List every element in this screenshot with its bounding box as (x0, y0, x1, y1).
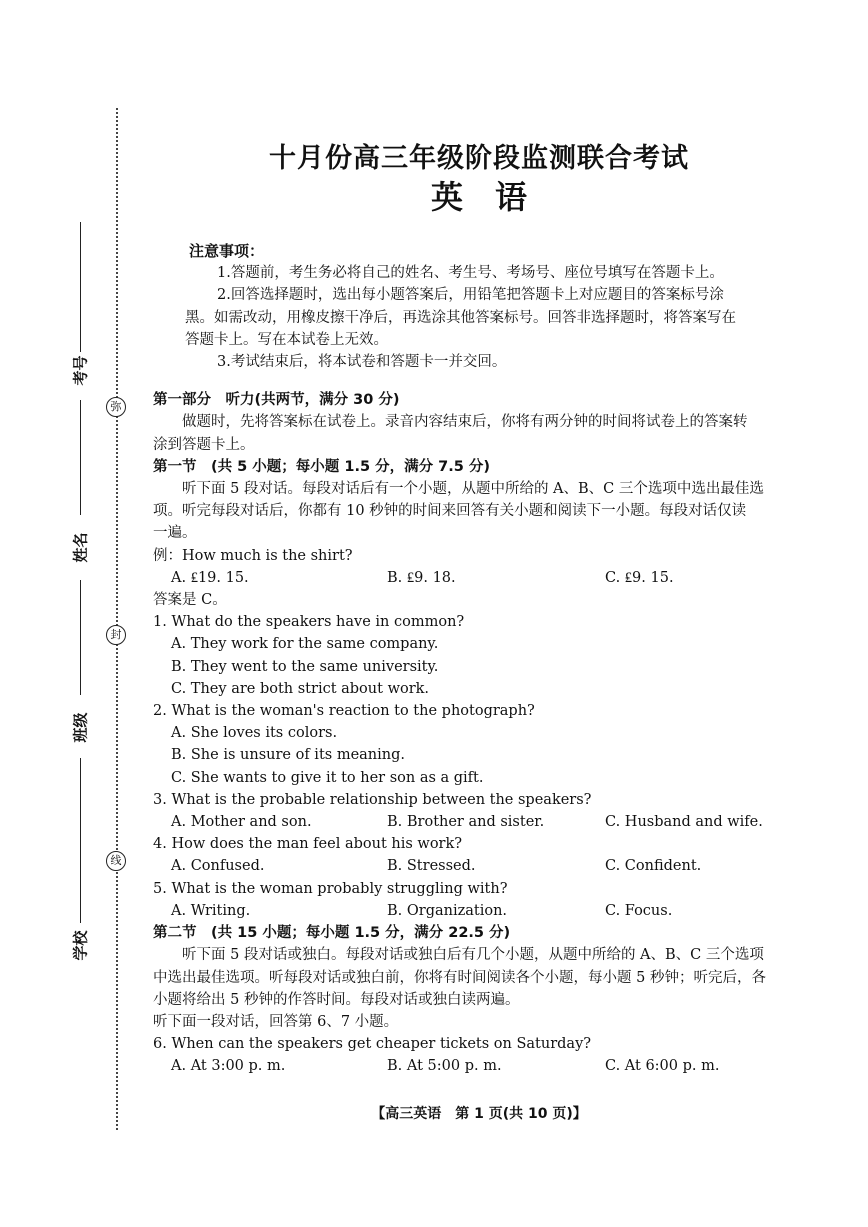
field-label-exam-number: 考号 (71, 355, 90, 386)
question-1-option-c: C. They are both strict about work. (171, 680, 430, 697)
question-6-option-b: B. At 5:00 p. m. (387, 1058, 502, 1075)
field-line-class (80, 580, 81, 695)
section2-intro: 听下面 5 段对话或独白。每段对话或独白后有几个小题，从题中所给的 A、B、C 三个选项 (182, 947, 764, 964)
exam-subject: 英 语 (430, 178, 527, 216)
question-6-options (153, 1055, 803, 1077)
question-2-option-c: C. She wants to give it to her son as a gift. (171, 769, 484, 786)
example-option-b: B. ₤9. 18. (387, 569, 456, 586)
question-2-option-b: B. She is unsure of its meaning. (171, 747, 406, 764)
example-question: 例：How much is the shirt? (153, 547, 353, 564)
question-4-options (153, 855, 803, 877)
section1-intro: 听下面 5 段对话。每段对话后有一个小题，从题中所给的 A、B、C 三个选项中选出最佳选 (182, 481, 764, 498)
question-6: 6. When can the speakers get cheaper tickets on Saturday? (153, 1036, 592, 1053)
binding-dotted-line (116, 108, 118, 1130)
question-5-option-a: A. Writing. (171, 902, 251, 919)
notice-item-3: 3.考试结束后，将本试卷和答题卡一并交回。 (217, 354, 507, 371)
field-label-name: 姓名 (71, 532, 90, 563)
notice-item-2: 2.回答选择题时，选出每小题答案后，用铅笔把答题卡上对应题目的答案标号涂 (217, 287, 724, 304)
question-2: 2. What is the woman's reaction to the photograph? (153, 703, 535, 720)
exam-title: 十月份高三年级阶段监测联合考试 (269, 143, 689, 174)
question-4-option-a: A. Confused. (171, 858, 265, 875)
section1-intro-cont: 项。听完每段对话后，你都有 10 秒钟的时间来回答有关小题和阅读下一小题。每段对话仅读 (153, 503, 747, 520)
section2-instruction: 听下面一段对话，回答第 6、7 小题。 (153, 1013, 399, 1030)
part1-intro: 做题时，先将答案标在试卷上。录音内容结束后，你将有两分钟的时间将试卷上的答案转 (182, 414, 748, 431)
field-label-school: 学校 (71, 930, 90, 961)
notice-heading: 注意事项： (189, 242, 265, 260)
question-6-option-a: A. At 3:00 p. m. (171, 1058, 286, 1075)
question-3-option-a: A. Mother and son. (171, 814, 312, 831)
example-options (153, 567, 803, 589)
example-option-a: A. ₤19. 15. (171, 569, 249, 586)
question-4: 4. How does the man feel about his work? (153, 836, 463, 853)
question-1: 1. What do the speakers have in common? (153, 614, 465, 631)
question-1-option-a: A. They work for the same company. (171, 636, 439, 653)
seal-feng: 封 (106, 625, 126, 645)
question-5-options (153, 900, 803, 922)
field-label-class: 班级 (71, 712, 90, 743)
notice-item-2-cont: 黑。如需改动，用橡皮擦干净后，再选涂其他答案标号。回答非选择题时，将答案写在 (185, 309, 736, 326)
question-5-option-b: B. Organization. (387, 902, 508, 919)
question-3-options (153, 811, 803, 833)
question-5-option-c: C. Focus. (605, 902, 673, 919)
notice-item-2-cont2: 答题卡上。写在本试卷上无效。 (185, 331, 388, 348)
question-3-option-c: C. Husband and wife. (605, 814, 763, 831)
question-5: 5. What is the woman probably struggling with? (153, 880, 508, 897)
section2-heading: 第二节 (共 15 小题；每小题 1.5 分，满分 22.5 分) (153, 925, 511, 942)
part1-heading: 第一部分 听力(共两节，满分 30 分) (153, 392, 400, 409)
field-line-name (80, 400, 81, 515)
section2-intro-cont: 中选出最佳选项。听每段对话或独白前，你将有时间阅读各个小题，每小题 5 秒钟；听完后，各 (153, 969, 766, 986)
field-line-exam-number (80, 222, 81, 352)
section2-intro-cont2: 小题将给出 5 秒钟的作答时间。每段对话或独白读两遍。 (153, 991, 520, 1008)
question-2-option-a: A. She loves its colors. (171, 725, 338, 742)
part1-intro-cont: 涂到答题卡上。 (153, 436, 255, 453)
section1-heading: 第一节 (共 5 小题；每小题 1.5 分，满分 7.5 分) (153, 458, 491, 475)
question-4-option-c: C. Confident. (605, 858, 702, 875)
question-3: 3. What is the probable relationship between the speakers? (153, 791, 592, 808)
example-option-c: C. ₤9. 15. (605, 569, 674, 586)
page-content (153, 240, 803, 1078)
notice-item-1: 1.答题前，考生务必将自己的姓名、考生号、考场号、座位号填写在答题卡上。 (217, 265, 724, 282)
question-1-option-b: B. They went to the same university. (171, 658, 439, 675)
seal-mi: 弥 (106, 397, 126, 417)
example-answer: 答案是 C。 (153, 592, 227, 609)
question-4-option-b: B. Stressed. (387, 858, 476, 875)
seal-xian: 线 (106, 851, 126, 871)
question-6-option-c: C. At 6:00 p. m. (605, 1058, 720, 1075)
section1-intro-cont2: 一遍。 (153, 525, 197, 542)
field-line-school (80, 758, 81, 923)
page-footer: 【高三英语 第 1 页(共 10 页)】 (371, 1106, 587, 1122)
question-3-option-b: B. Brother and sister. (387, 814, 545, 831)
